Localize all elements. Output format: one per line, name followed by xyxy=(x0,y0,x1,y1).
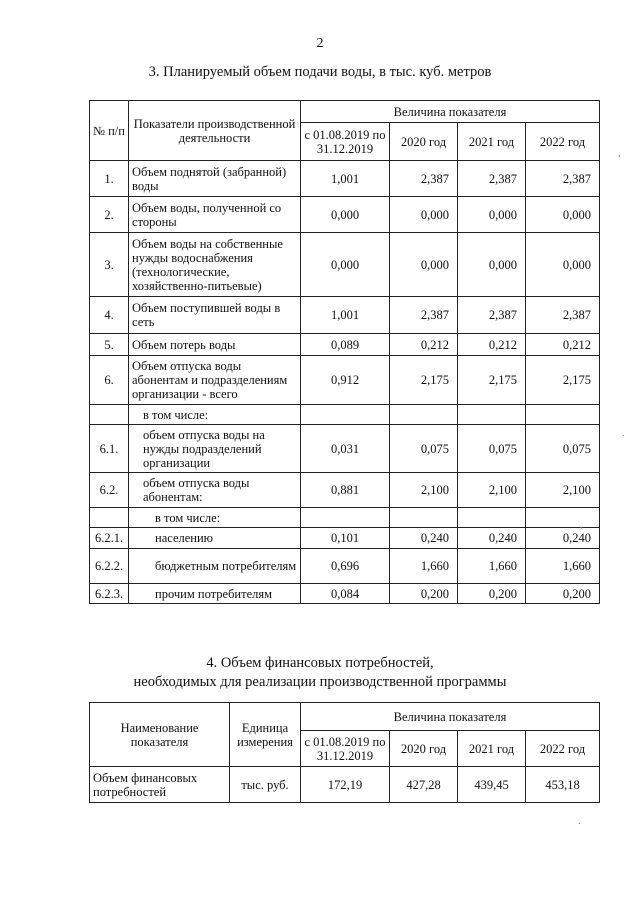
row-value xyxy=(301,508,390,528)
row-num: 6.2. xyxy=(90,473,129,508)
row-value: 2,100 xyxy=(390,473,458,508)
section-4-title-line-2: необходимых для реализации производственной программы xyxy=(133,674,507,690)
header-indicator: Показатели производственной деятельности xyxy=(129,101,301,161)
row-value: 0,240 xyxy=(458,528,526,549)
row-value: 2,100 xyxy=(458,473,526,508)
header-period: с 01.08.2019 по 31.12.2019 xyxy=(301,123,390,161)
table-row xyxy=(90,334,600,356)
table-row xyxy=(90,528,600,549)
table-row xyxy=(90,405,600,425)
row-num: 5. xyxy=(90,334,129,356)
row-value: 0,101 xyxy=(301,528,390,549)
row-label: Объем отпуска воды абонентам и подразделениям организации - всего xyxy=(129,356,301,405)
table-row xyxy=(90,584,600,604)
row-value: 0,200 xyxy=(458,584,526,604)
table-row xyxy=(90,233,600,297)
row-value: 0,000 xyxy=(526,233,600,297)
section-4-title-line-1: 4. Объем финансовых потребностей, xyxy=(206,655,434,671)
table-row xyxy=(90,549,600,584)
row-value: 0,000 xyxy=(458,197,526,233)
header-value-group: Величина показателя xyxy=(301,101,600,123)
row-value: 0,212 xyxy=(526,334,600,356)
row-value: 0,212 xyxy=(458,334,526,356)
page-number: 2 xyxy=(316,36,324,51)
row-num: 2. xyxy=(90,197,129,233)
row-value xyxy=(526,405,600,425)
row-value: 0,912 xyxy=(301,356,390,405)
row-value: 2,387 xyxy=(458,297,526,334)
row-value: 2,387 xyxy=(526,161,600,197)
row-value: 2,387 xyxy=(390,297,458,334)
row-value xyxy=(458,508,526,528)
header-period: 2021 год xyxy=(458,123,526,161)
row-value: 0,212 xyxy=(390,334,458,356)
row-num: 6.1. xyxy=(90,425,129,473)
row-num: 3. xyxy=(90,233,129,297)
row-value: 2,175 xyxy=(458,356,526,405)
scan-speck: , xyxy=(618,148,621,159)
row-value: 0,000 xyxy=(390,197,458,233)
row-label: Объем воды на собственные нужды водоснабжения (технологические, хозяйственно-питьевые) xyxy=(129,233,301,297)
header-period: 2022 год xyxy=(526,731,600,767)
row-label: в том числе: xyxy=(129,405,301,425)
row-num: 1. xyxy=(90,161,129,197)
row-value: 453,18 xyxy=(526,767,600,803)
row-value xyxy=(390,405,458,425)
row-value: 0,200 xyxy=(526,584,600,604)
row-value: 0,000 xyxy=(390,233,458,297)
row-value xyxy=(458,405,526,425)
row-value: 0,200 xyxy=(390,584,458,604)
row-label: Объем поднятой (забранной) воды xyxy=(129,161,301,197)
row-num xyxy=(90,508,129,528)
row-value xyxy=(301,405,390,425)
row-label: прочим потребителям xyxy=(129,584,301,604)
row-value: 2,100 xyxy=(526,473,600,508)
header-name: Наименование показателя xyxy=(90,703,230,767)
row-value: 0,000 xyxy=(458,233,526,297)
row-value: 0,075 xyxy=(390,425,458,473)
table-row xyxy=(90,297,600,334)
row-value xyxy=(526,508,600,528)
table-row xyxy=(90,197,600,233)
header-period: 2020 год xyxy=(390,731,458,767)
row-value: 0,881 xyxy=(301,473,390,508)
header-value-group: Величина показателя xyxy=(301,703,600,731)
row-value: 0,084 xyxy=(301,584,390,604)
section-3-title: 3. Планируемый объем подачи воды, в тыс. куб. метров xyxy=(148,64,492,80)
table-row xyxy=(90,425,600,473)
header-num: № п/п xyxy=(90,101,129,161)
row-num: 6.2.1. xyxy=(90,528,129,549)
row-unit: тыс. руб. xyxy=(230,767,301,803)
scan-speck: . xyxy=(578,816,581,827)
row-value: 0,696 xyxy=(301,549,390,584)
row-value: 2,387 xyxy=(458,161,526,197)
row-value: 2,175 xyxy=(390,356,458,405)
row-value: 1,660 xyxy=(390,549,458,584)
table-row xyxy=(90,356,600,405)
row-value: 1,660 xyxy=(526,549,600,584)
row-label: объем отпуска воды абонентам: xyxy=(129,473,301,508)
row-value: 0,031 xyxy=(301,425,390,473)
water-supply-table xyxy=(89,100,600,604)
row-value: 2,175 xyxy=(526,356,600,405)
row-value: 0,075 xyxy=(458,425,526,473)
header-unit: Единица измерения xyxy=(230,703,301,767)
table-row xyxy=(90,161,600,197)
row-label: Объем потерь воды xyxy=(129,334,301,356)
row-value: 0,240 xyxy=(526,528,600,549)
row-value: 0,000 xyxy=(301,233,390,297)
header-period: с 01.08.2019 по 31.12.2019 xyxy=(301,731,390,767)
row-num: 6.2.3. xyxy=(90,584,129,604)
table-row xyxy=(90,767,600,803)
row-label: Объем воды, полученной со стороны xyxy=(129,197,301,233)
row-value: 1,660 xyxy=(458,549,526,584)
row-num: 6.2.2. xyxy=(90,549,129,584)
financial-needs-table xyxy=(89,702,600,803)
row-value: 1,001 xyxy=(301,161,390,197)
row-value: 0,000 xyxy=(301,197,390,233)
row-value: 2,387 xyxy=(390,161,458,197)
row-value: 0,000 xyxy=(526,197,600,233)
row-value: 0,240 xyxy=(390,528,458,549)
scan-speck: . xyxy=(622,428,625,439)
row-label: Объем поступившей воды в сеть xyxy=(129,297,301,334)
row-label: Объем финансовых потребностей xyxy=(90,767,230,803)
row-value: 1,001 xyxy=(301,297,390,334)
header-period: 2021 год xyxy=(458,731,526,767)
row-value: 0,089 xyxy=(301,334,390,356)
row-label: бюджетным потребителям xyxy=(129,549,301,584)
table-row xyxy=(90,508,600,528)
scan-speck: , xyxy=(580,520,583,531)
row-value xyxy=(390,508,458,528)
row-value: 0,075 xyxy=(526,425,600,473)
row-label: объем отпуска воды на нужды подразделений организации xyxy=(129,425,301,473)
header-period: 2020 год xyxy=(390,123,458,161)
header-period: 2022 год xyxy=(526,123,600,161)
row-value: 172,19 xyxy=(301,767,390,803)
row-num: 6. xyxy=(90,356,129,405)
row-num xyxy=(90,405,129,425)
row-num: 4. xyxy=(90,297,129,334)
row-label: населению xyxy=(129,528,301,549)
row-value: 427,28 xyxy=(390,767,458,803)
row-value: 2,387 xyxy=(526,297,600,334)
row-value: 439,45 xyxy=(458,767,526,803)
table-row xyxy=(90,473,600,508)
row-label: в том числе: xyxy=(129,508,301,528)
